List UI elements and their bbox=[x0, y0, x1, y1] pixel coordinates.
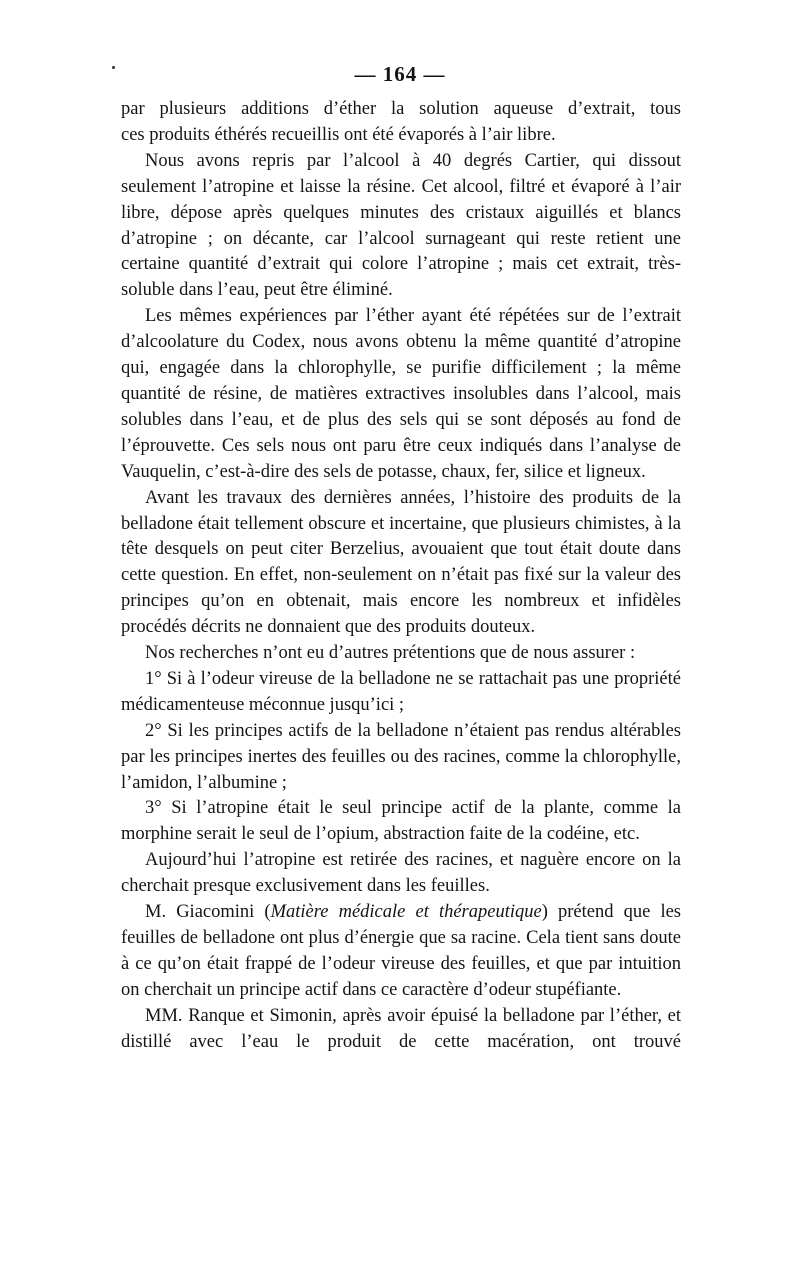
list-item: 2° Si les principes actifs de la belladone n’étaient pas rendus altérables par les principes inertes des feuilles ou des racines, comme la chlorophylle, l’amidon, l’albumine ; bbox=[121, 720, 681, 793]
paragraph: Nos recherches n’ont eu d’autres prétentions que de nous assurer : bbox=[145, 643, 636, 664]
paragraph: Nous avons repris par l’alcool à 40 degrés Cartier, qui dissout seulement l’atropine et laisse la résine. Cet alcool, filtré et évaporé à l’air libre, dépose après quelques minutes des cristaux aiguillés et blancs d’atropine ; on décante, car l’alcool surnageant qui reste retient une certaine quantité d’extrait qui colore l’atropine ; mais cet extrait, très-soluble dans l’eau, peut être éliminé. bbox=[121, 150, 681, 301]
list-item: 3° Si l’atropine était le seul principe actif de la plante, comme la morphine serait le seul de l’opium, abstraction faite de la codéine, etc. bbox=[121, 798, 681, 845]
paragraph-continues: MM. Ranque et Simonin, après avoir épuisé la belladone par l’éther, et distillé avec l’eau le produit de cette macération, ont trouvé bbox=[121, 1005, 681, 1052]
paragraph: Avant les travaux des dernières années, l’histoire des produits de la belladone était tellement obscure et incertaine, que plusieurs chimistes, à la tête desquels on peut citer Berzelius, avouaient que tout était doute dans cette question. En effet, non-seulement on n’était pas fixé sur la valeur des principes qu’on en obtenait, mais encore les nombreux et infidèles procédés décrits ne donnaient que des produits douteux. bbox=[121, 487, 681, 638]
paragraph: Aujourd’hui l’atropine est retirée des racines, et naguère encore on la cherchait presque exclusivement dans les feuilles. bbox=[121, 850, 681, 897]
page-number: — 164 — bbox=[354, 62, 446, 86]
continuation-line-2: ces produits éthérés recueillis ont été évaporés à l’air libre. bbox=[121, 124, 556, 145]
body-text bbox=[121, 97, 681, 1056]
paragraph-text: M. Giacomini ( bbox=[145, 902, 271, 923]
book-title: Matière médicale et thérapeutique bbox=[270, 902, 542, 923]
paragraph-text: ) prétend que les feuilles de belladone ont plus d’énergie que sa racine. Cela tient sans doute à ce qu’on était frappé de l’odeur vireuse des feuilles, et que par intuition on cherchait un principe actif dans ce caractère d’odeur stupéfiante. bbox=[121, 902, 681, 1000]
continuation-line-1: par plusieurs additions d’éther la solution aqueuse d’extrait, tous bbox=[121, 99, 681, 119]
paragraph-with-title bbox=[121, 900, 681, 1004]
paragraph-continuation bbox=[121, 97, 681, 123]
paragraph-continuation-end bbox=[121, 123, 681, 149]
list-item: 1° Si à l’odeur vireuse de la belladone ne se rattachait pas une propriété médicamenteuse méconnue jusqu’ici ; bbox=[121, 668, 681, 715]
paragraph: Les mêmes expériences par l’éther ayant été répétées sur de l’extrait d’alcoolature du Codex, nous avons obtenu la même quantité d’atropine qui, engagée dans la chlorophylle, se purifie difficilement ; la même quantité de résine, de matières extractives insolubles dans l’alcool, mais solubles dans l’eau, et de plus des sels qui se sont déposés au fond de l’éprouvette. Ces sels nous ont paru être ceux indiqués dans l’analyse de Vauquelin, c’est-à-dire des sels de potasse, chaux, fer, silice et ligneux. bbox=[121, 306, 681, 482]
